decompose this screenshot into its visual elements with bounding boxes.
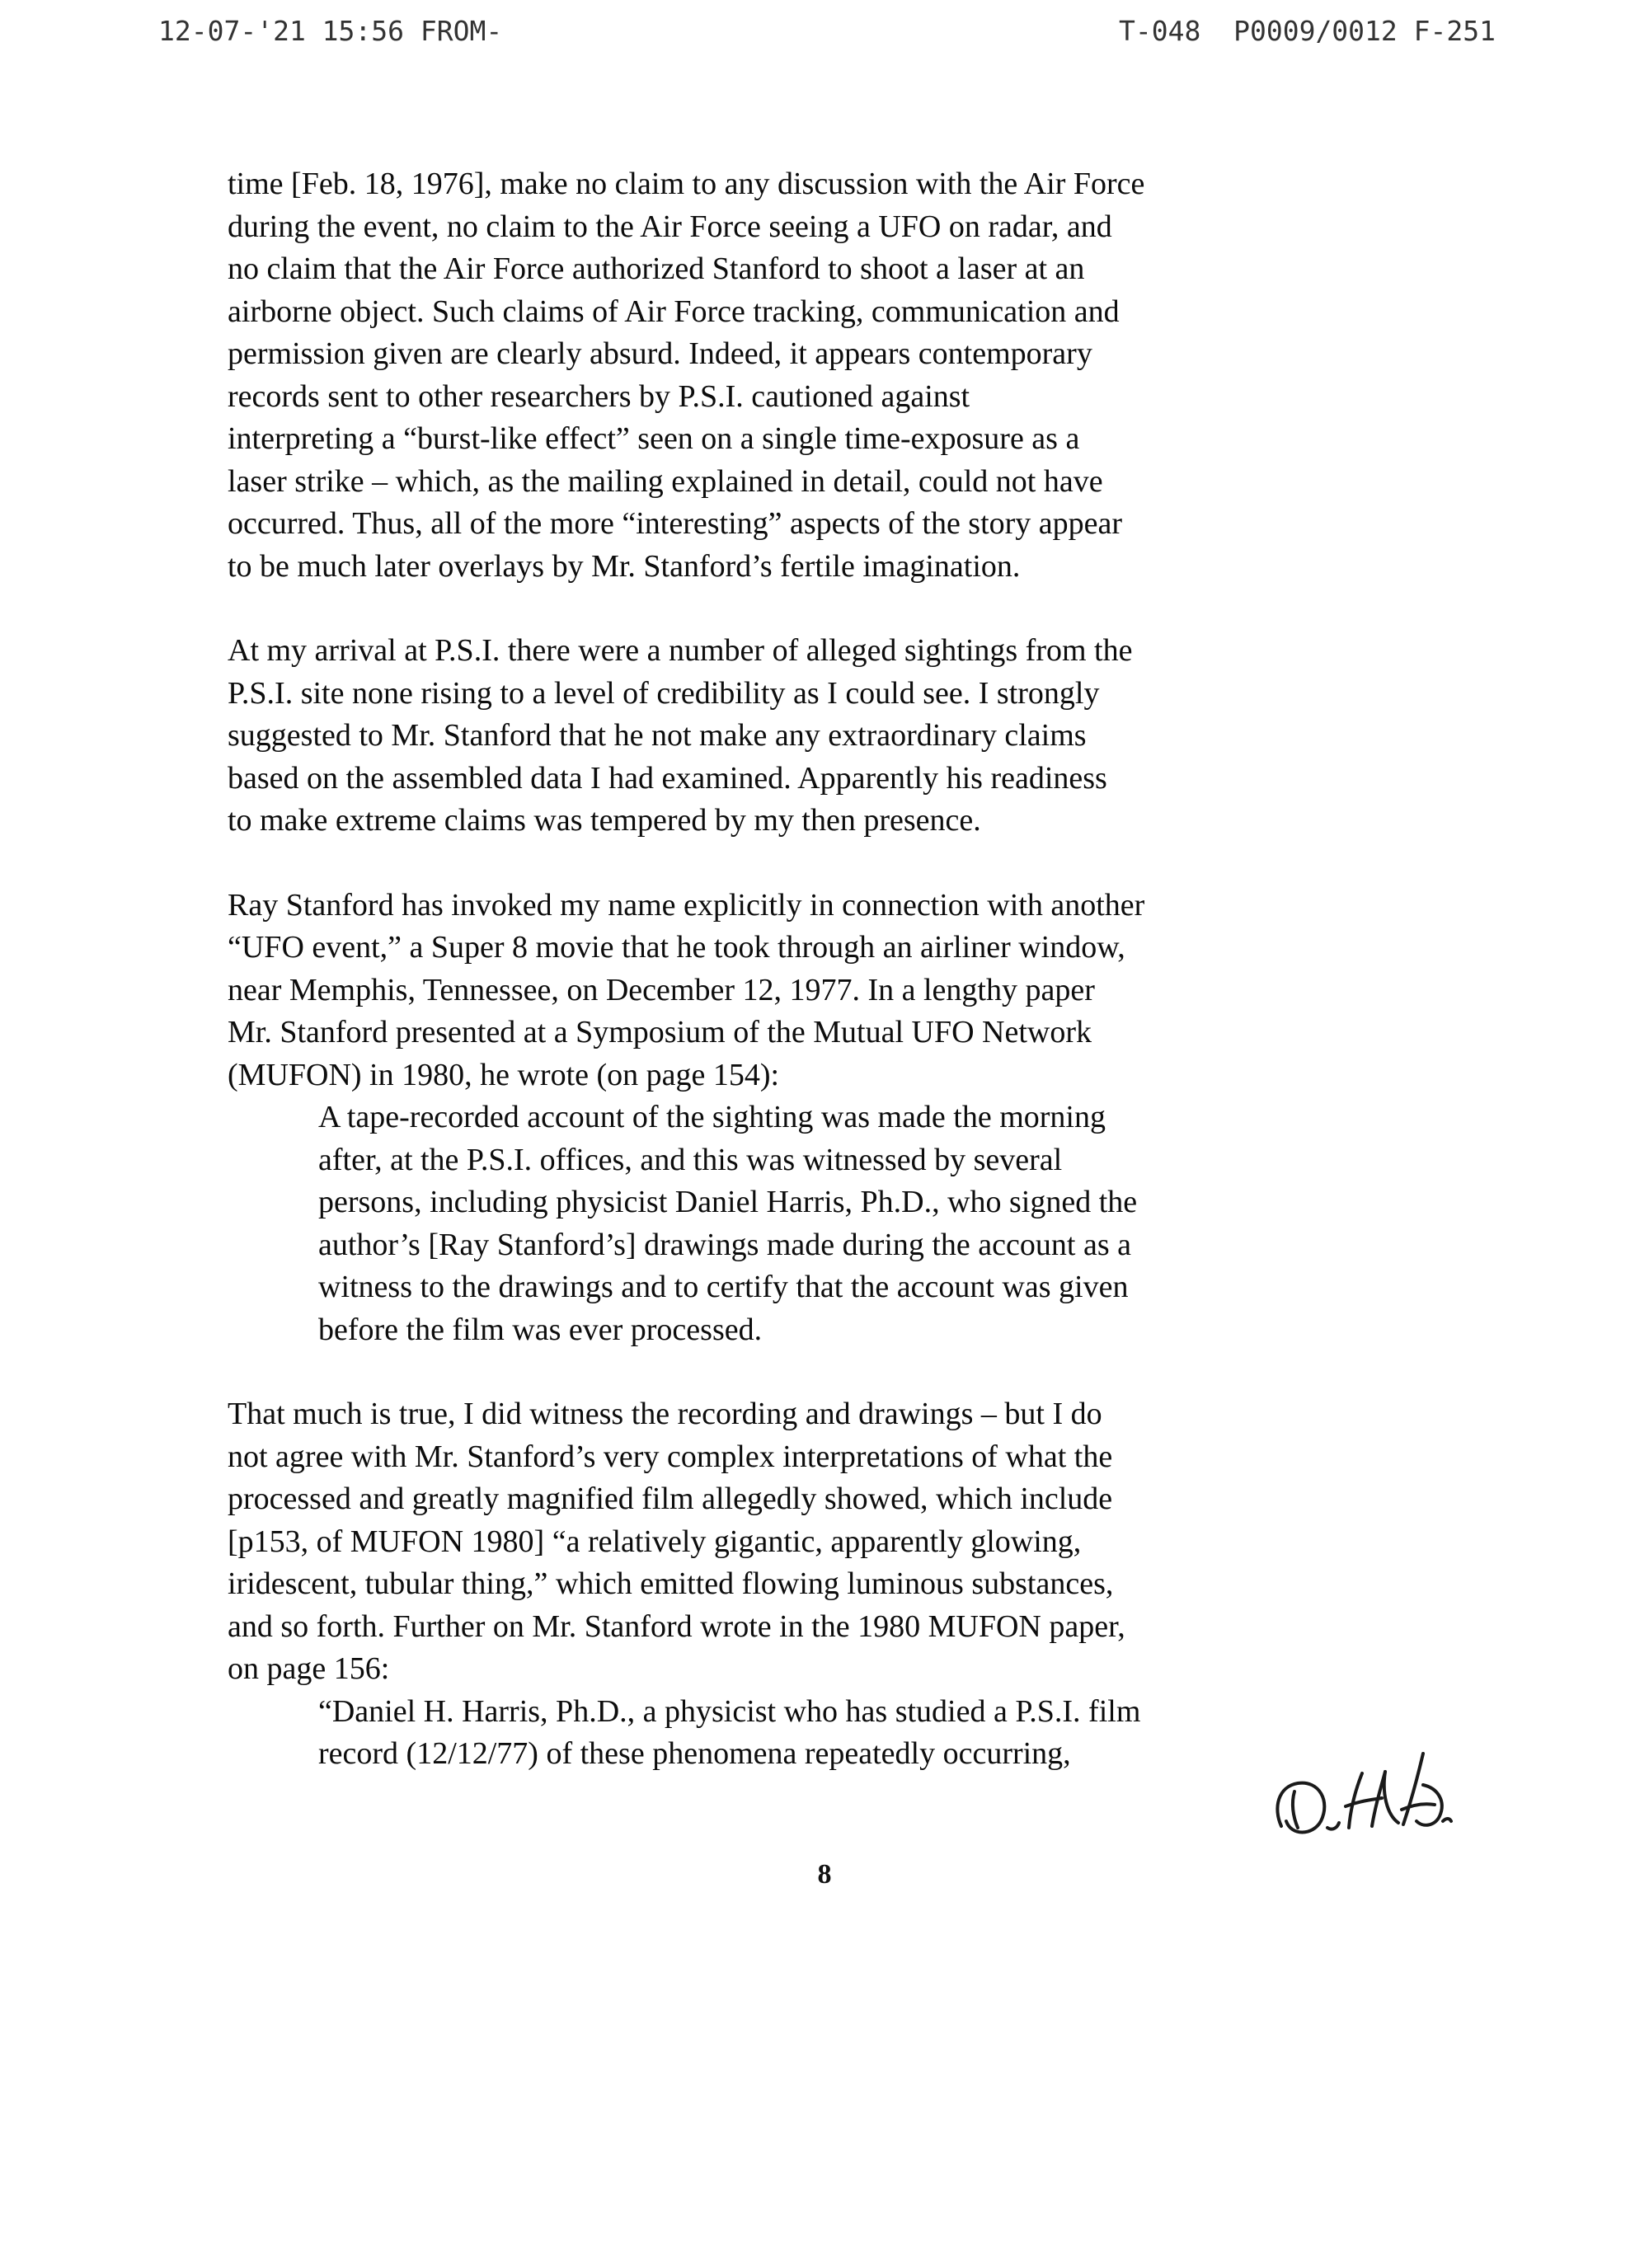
handwritten-initials-signature: [1270, 1735, 1468, 1843]
paragraph-arrival-at-psi: [228, 630, 1423, 843]
fax-page-code: T-048 P0009/0012 F-251: [1119, 15, 1496, 47]
paragraph-gap: [228, 1351, 1423, 1393]
text-line: suggested to Mr. Stanford that he not make any extraordinary claims: [228, 718, 1087, 753]
paragraph-gap: [228, 588, 1423, 630]
text-line: to be much later overlays by Mr. Stanford’s fertile imagination.: [228, 548, 1021, 584]
text-line: no claim that the Air Force authorized Stanford to shoot a laser at an: [228, 251, 1085, 286]
page-number: 8: [817, 1859, 832, 1890]
text-line: Ray Stanford has invoked my name explicitly in connection with another: [228, 887, 1145, 923]
document-body: [228, 163, 1423, 1776]
quote-line: persons, including physicist Daniel Harris, Ph.D., who signed the: [318, 1185, 1138, 1219]
text-line: laser strike – which, as the mailing explained in detail, could not have: [228, 463, 1103, 499]
text-line: P.S.I. site none rising to a level of credibility as I could see. I strongly: [228, 675, 1100, 711]
text-line: not agree with Mr. Stanford’s very complex interpretations of what the: [228, 1439, 1113, 1474]
quote-line: after, at the P.S.I. offices, and this was witnessed by several: [318, 1142, 1063, 1177]
paragraph-ufo-event: [228, 885, 1423, 1097]
text-line: [p153, of MUFON 1980] “a relatively gigantic, apparently glowing,: [228, 1524, 1082, 1559]
text-line: records sent to other researchers by P.S.I. cautioned against: [228, 378, 970, 414]
quote-line: “Daniel H. Harris, Ph.D., a physicist who has studied a P.S.I. film: [318, 1693, 1141, 1729]
paragraph-disagreement: [228, 1393, 1423, 1691]
fax-header: [0, 15, 1649, 56]
fax-transmission-timestamp: 12-07-'21 15:56 FROM-: [158, 15, 503, 47]
text-line: on page 156:: [228, 1651, 390, 1686]
text-line: iridescent, tubular thing,” which emitted flowing luminous substances,: [228, 1566, 1114, 1601]
text-line: Mr. Stanford presented at a Symposium of the Mutual UFO Network: [228, 1015, 1092, 1049]
text-line: based on the assembled data I had examined. Apparently his readiness: [228, 760, 1107, 796]
text-line: airborne object. Such claims of Air Force tracking, communication and: [228, 293, 1120, 329]
text-line: occurred. Thus, all of the more “interesting” aspects of the story appear: [228, 506, 1123, 541]
text-line: and so forth. Further on Mr. Stanford wrote in the 1980 MUFON paper,: [228, 1608, 1125, 1644]
quote-line: before the film was ever processed.: [318, 1312, 763, 1347]
text-line: to make extreme claims was tempered by my then presence.: [228, 803, 981, 838]
text-line: permission given are clearly absurd. Indeed, it appears contemporary: [228, 336, 1092, 371]
quote-line: record (12/12/77) of these phenomena repeatedly occurring,: [318, 1736, 1071, 1771]
text-line: That much is true, I did witness the recording and drawings – but I do: [228, 1397, 1102, 1431]
text-line: time [Feb. 18, 1976], make no claim to any discussion with the Air Force: [228, 167, 1145, 201]
text-line: interpreting a “burst-like effect” seen on a single time-exposure as a: [228, 421, 1080, 456]
paragraph-air-force-claims: [228, 163, 1423, 588]
paragraph-gap: [228, 843, 1423, 885]
block-quote-mufon-page-156: [318, 1691, 1423, 1776]
text-line: near Memphis, Tennessee, on December 12, 1977. In a lengthy paper: [228, 972, 1095, 1007]
quote-line: A tape-recorded account of the sighting was made the morning: [318, 1100, 1106, 1134]
quote-line: author’s [Ray Stanford’s] drawings made during the account as a: [318, 1227, 1131, 1262]
text-line: processed and greatly magnified film allegedly showed, which include: [228, 1481, 1113, 1516]
block-quote-mufon-page-154: [318, 1096, 1423, 1351]
text-line: during the event, no claim to the Air Force seeing a UFO on radar, and: [228, 209, 1112, 244]
text-line: “UFO event,” a Super 8 movie that he took through an airliner window,: [228, 930, 1125, 965]
text-line: (MUFON) in 1980, he wrote (on page 154):: [228, 1057, 780, 1092]
text-line: At my arrival at P.S.I. there were a number of alleged sightings from the: [228, 633, 1133, 668]
quote-line: witness to the drawings and to certify that the account was given: [318, 1270, 1129, 1304]
